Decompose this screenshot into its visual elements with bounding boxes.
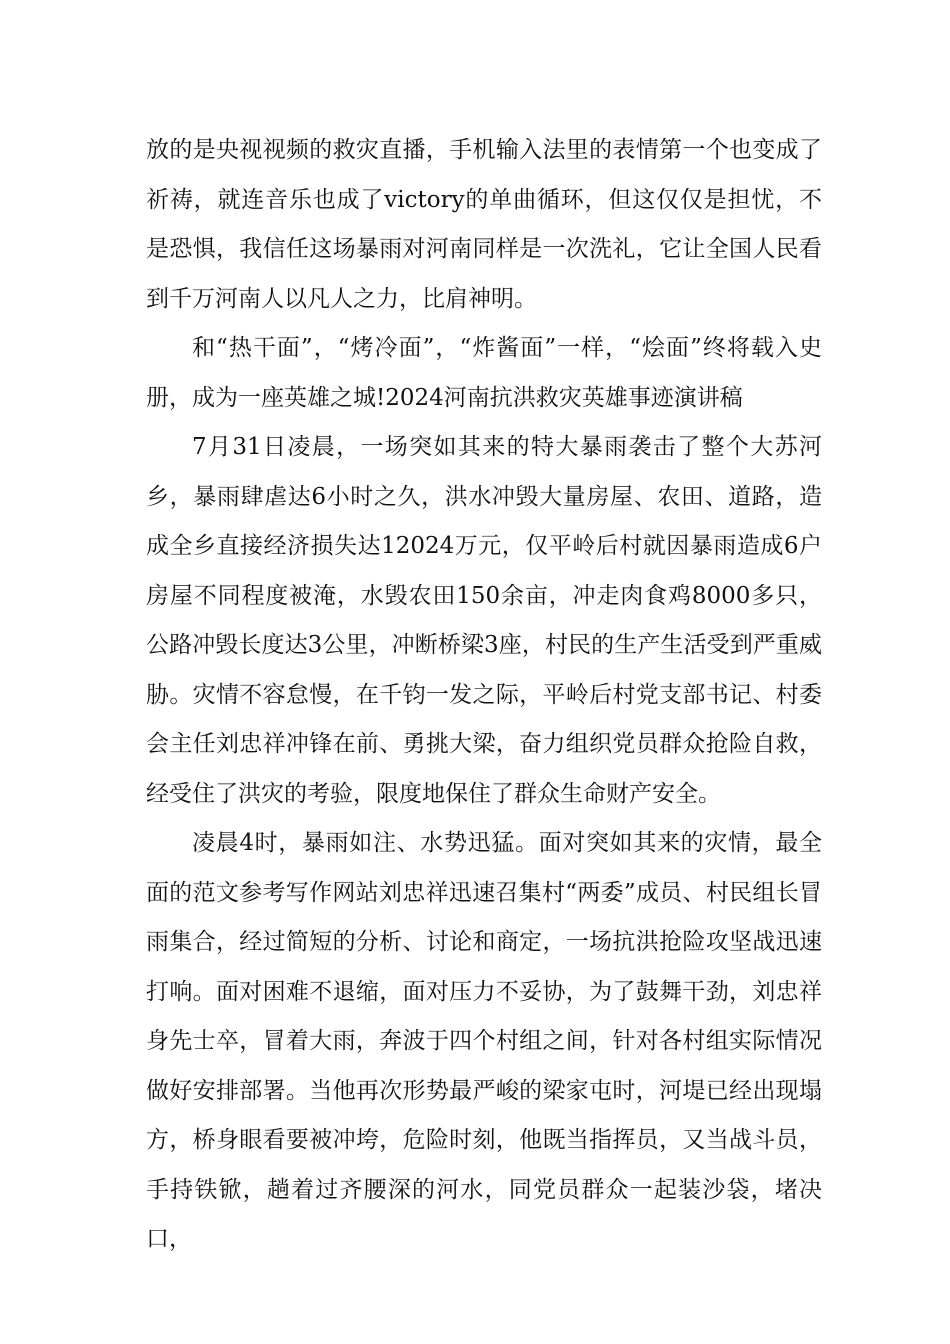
paragraph-4: 凌晨4时，暴雨如注、水势迅猛。面对突如其来的灾情，最全面的范文参考写作网站刘忠祥迅速召集村“两委”成员、村民组长冒雨集合，经过简短的分析、讨论和商定，一场抗洪抢险攻坚战迅速打响。面对困难不退缩，面对压力不妥协，为了鼓舞干劲，刘忠祥身先士卒，冒着大雨，奔波于四个村组之间，针对各村组实际情况做好安排部署。当他再次形势最严峻的梁家屯时，河堤已经出现塌方，桥身眼看要被冲垮，危险时刻，他既当指挥员，又当战斗员，手持铁锨，趟着过齐腰深的河水，同党员群众一起装沙袋，堵决口， [146, 830, 822, 1252]
paragraph-1: 放的是央视视频的救灾直播，手机输入法里的表情第一个也变成了祈祷，就连音乐也成了victory的单曲循环，但这仅仅是担忧，不是恐惧，我信任这场暴雨对河南同样是一次洗礼，它让全国人民看到千万河南人以凡人之力，比肩神明。 [146, 137, 822, 312]
paragraph-2: 和“热干面”，“烤冷面”，“炸酱面”一样，“烩面”终将载入史册，成为一座英雄之城!2024河南抗洪救灾英雄事迹演讲稿 [146, 335, 822, 411]
paragraph-3: 7月31日凌晨，一场突如其来的特大暴雨袭击了整个大苏河乡，暴雨肆虐达6小时之久，洪水冲毁大量房屋、农田、道路，造成全乡直接经济损失达12024万元，仅平岭后村就因暴雨造成6户房屋不同程度被淹，水毁农田150余亩，冲走肉食鸡8000多只，公路冲毁长度达3公里，冲断桥梁3座，村民的生产生活受到严重威胁。灾情不容怠慢，在千钧一发之际，平岭后村党支部书记、村委会主任刘忠祥冲锋在前、勇挑大梁，奋力组织党员群众抢险自救，经受住了洪灾的考验，限度地保住了群众生命财产安全。 [146, 434, 822, 807]
document-body [146, 126, 822, 1265]
